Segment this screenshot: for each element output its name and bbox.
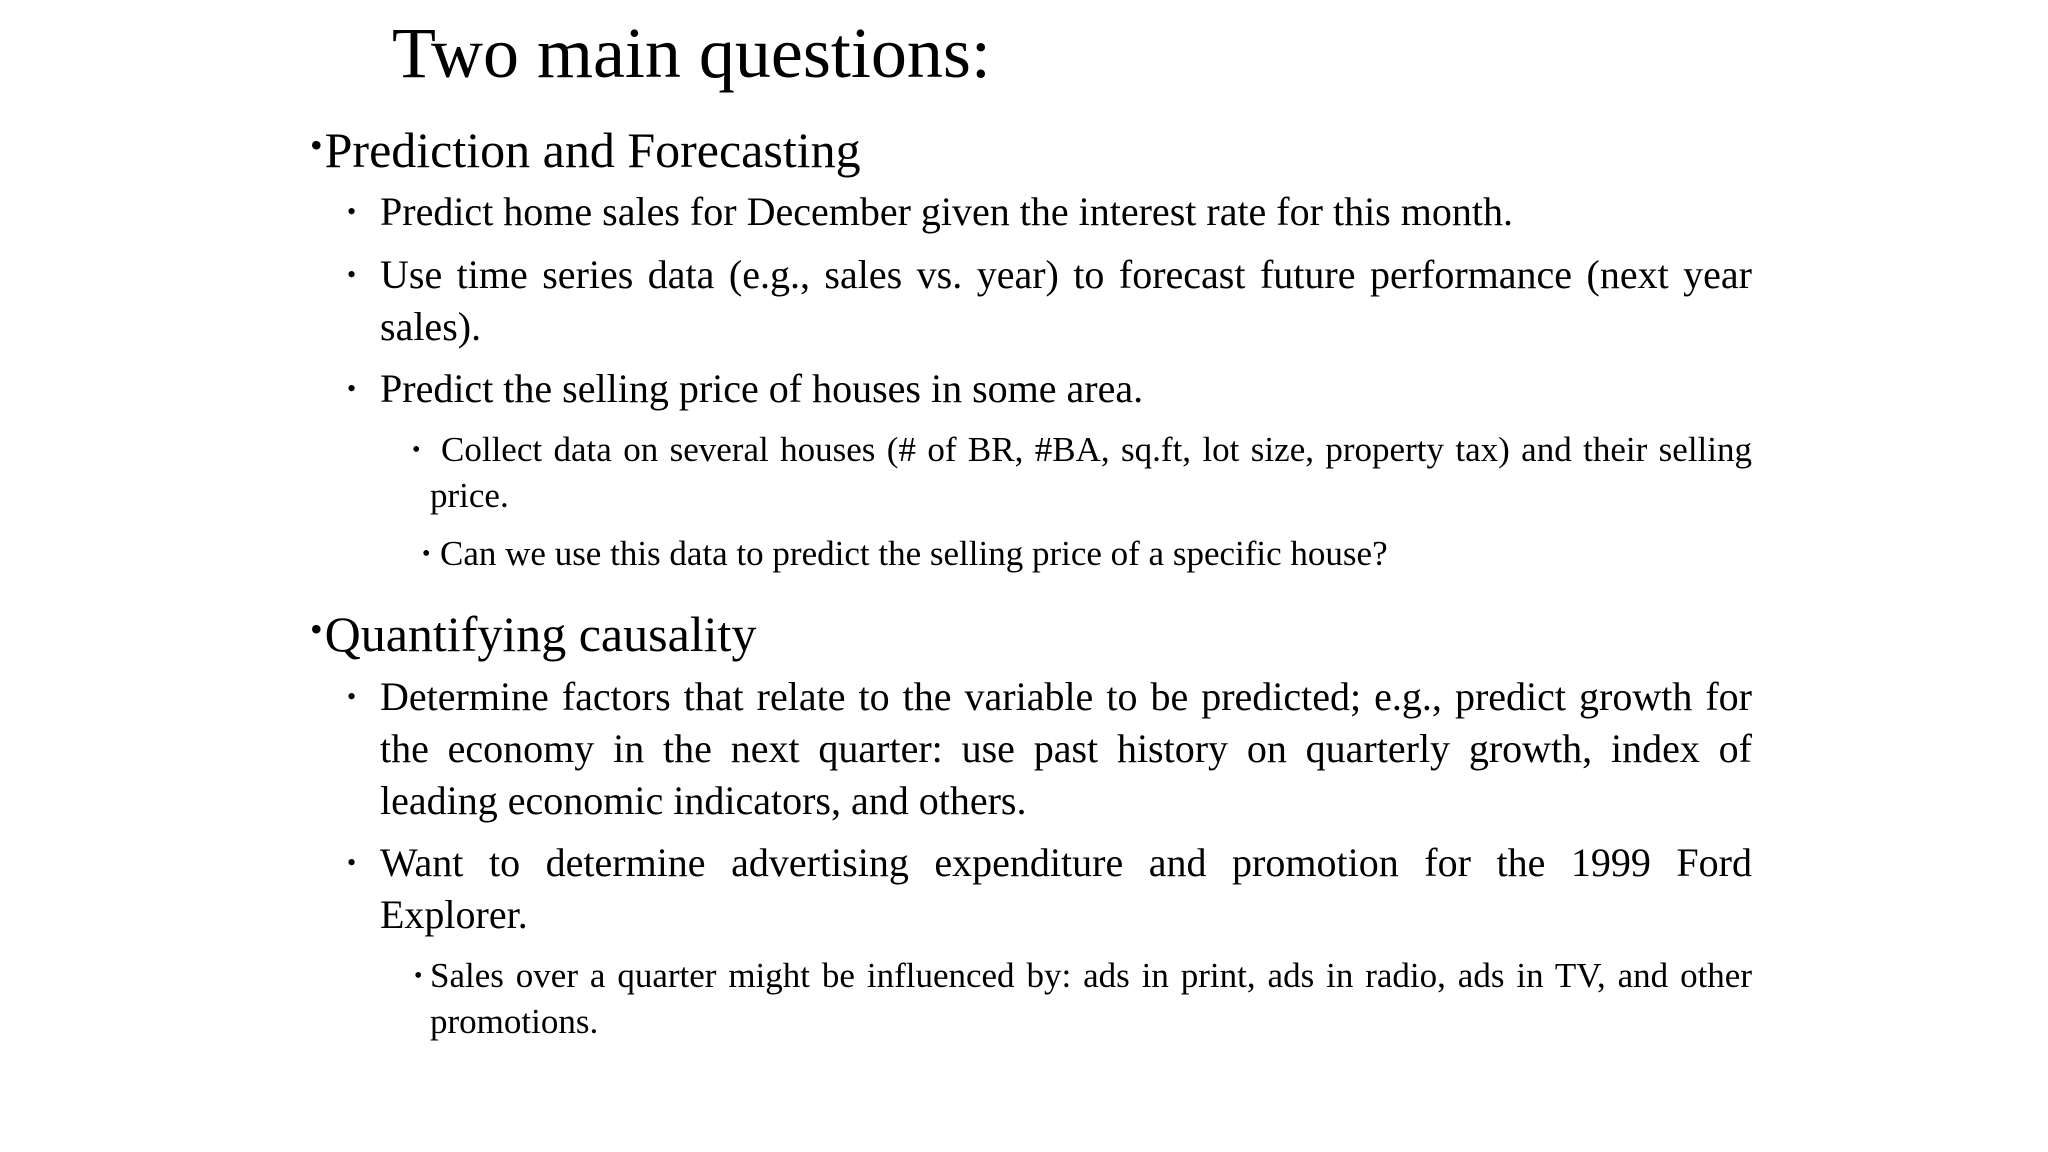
bullet-icon: •	[422, 541, 431, 567]
list-item	[347, 249, 1752, 353]
list-item-text: Use time series data (e.g., sales vs. year) to forecast future performance (next year sales).	[380, 252, 1752, 349]
bullet-icon: •	[347, 848, 357, 877]
section-heading-causality	[310, 600, 756, 663]
list-item-text: Predict home sales for December given the interest rate for this month.	[380, 189, 1513, 234]
bullet-icon: •	[414, 963, 423, 989]
sub-list-item-text: Sales over a quarter might be influenced by: ads in print, ads in radio, ads in TV, and other promotions.	[430, 956, 1752, 1041]
bullet-icon: •	[412, 437, 421, 463]
bullet-icon: •	[347, 374, 357, 403]
bullet-icon: •	[347, 197, 357, 226]
bullet-icon: •	[310, 125, 323, 165]
list-item-text: Determine factors that relate to the variable to be predicted; e.g., predict growth for the economy in the next quarter: use past history on quarterly growth, index of leading economic indicators, and others.	[380, 674, 1752, 823]
list-item	[347, 671, 1752, 827]
list-item	[347, 186, 1752, 238]
section-heading-text: Quantifying causality	[324, 606, 757, 662]
sub-list-item	[422, 531, 1752, 577]
bullet-icon: •	[310, 609, 323, 649]
section-heading-prediction	[310, 116, 861, 179]
list-item	[347, 363, 1752, 415]
section-heading-text: Prediction and Forecasting	[324, 122, 861, 178]
sub-list-item-text: Collect data on several houses (# of BR, #BA, sq.ft, lot size, property tax) and their selling price.	[430, 430, 1752, 515]
bullet-icon: •	[347, 260, 357, 289]
sub-list-item	[414, 953, 1752, 1045]
slide-title: Two main questions:	[392, 13, 991, 93]
sub-list-item	[412, 427, 1752, 519]
bullet-icon: •	[347, 682, 357, 711]
list-item-text: Want to determine advertising expenditure and promotion for the 1999 Ford Explorer.	[380, 840, 1752, 937]
list-item	[347, 837, 1752, 941]
list-item-text: Predict the selling price of houses in some area.	[380, 366, 1144, 411]
sub-list-item-text: Can we use this data to predict the selling price of a specific house?	[440, 534, 1388, 573]
